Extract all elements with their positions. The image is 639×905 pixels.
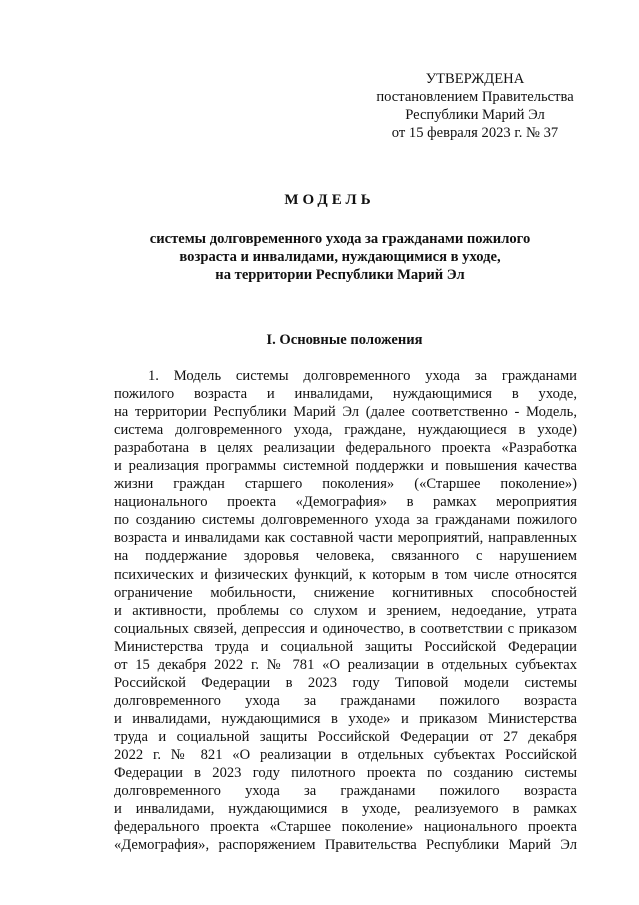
- paragraph-line: пожилого возраста и инвалидами, нуждающимися в уходе,: [114, 386, 577, 403]
- paragraph-line: возраста и инвалидами как составной части мероприятий, направленных: [114, 530, 577, 547]
- paragraph-line: социальных связей, депрессия и одиночество, в соответствии с приказом: [114, 620, 577, 637]
- paragraph-line: ограничение мобильности, снижение когнитивных способностей: [114, 584, 577, 601]
- paragraph-line: долговременного ухода за гражданами пожилого возраста: [114, 692, 577, 709]
- approval-block: [360, 70, 590, 142]
- paragraph-line: и инвалидами, нуждающимися в уходе, реализуемого в рамках: [114, 801, 577, 818]
- document-title: МОДЕЛЬ: [284, 192, 375, 208]
- approval-line-date-number: от 15 февраля 2023 г. № 37: [391, 125, 559, 141]
- paragraph-line: «Демография», распоряжением Правительства Республики Марий Эл: [114, 837, 577, 854]
- paragraph-line: жизни граждан старшего поколения» («Старшее поколение»): [114, 476, 577, 493]
- paragraph-line: национального проекта «Демография» в рамках мероприятия: [114, 494, 577, 511]
- subtitle-line: на территории Республики Марий Эл: [215, 267, 465, 283]
- paragraph-line: по созданию системы долговременного ухода за гражданами пожилого: [114, 512, 577, 529]
- paragraph-line: Федерации в 2023 году пилотного проекта по созданию системы: [114, 765, 577, 782]
- paragraph-line: и инвалидами, нуждающимися в уходе» и приказом Министерства: [114, 710, 577, 727]
- paragraph-line: на территории Республики Марий Эл (далее соответственно - Модель,: [114, 404, 577, 421]
- paragraph-line: 1. Модель системы долговременного ухода за гражданами: [148, 368, 577, 384]
- paragraph-line: федерального проекта «Старшее поколение» национального проекта: [114, 819, 577, 836]
- approval-line-resolution: постановлением Правительства: [376, 89, 574, 105]
- subtitle-line: возраста и инвалидами, нуждающимися в уходе,: [179, 249, 501, 265]
- paragraph-line: долговременного ухода за гражданами пожилого возраста: [114, 783, 577, 800]
- paragraph-line: и реализация программы системной поддержки и повышения качества: [114, 458, 577, 475]
- paragraph-line: труда и социальной защиты Российской Федерации от 27 декабря: [114, 728, 577, 745]
- paragraph-line: Министерства труда и социальной защиты Российской Федерации: [114, 638, 577, 655]
- approval-line-republic: Республики Марий Эл: [405, 107, 545, 123]
- paragraph-line: психических и физических функций, к которым в том числе относятся: [114, 566, 577, 583]
- paragraph-line: и активности, проблемы со слухом и зрением, недоедание, утрата: [114, 602, 577, 619]
- paragraph-line: на поддержание здоровья человека, связанного с нарушением: [114, 548, 577, 565]
- paragraph-line: от 15 декабря 2022 г. № 781 «О реализации в отдельных субъектах: [114, 656, 577, 673]
- section-heading: I. Основные положения: [266, 332, 423, 348]
- paragraph-1: [114, 367, 577, 854]
- paragraph-line: система долговременного ухода, граждане, нуждающиеся в уходе): [114, 422, 577, 439]
- subtitle-line: системы долговременного ухода за гражданами пожилого: [149, 231, 531, 247]
- approval-line-approved: УТВЕРЖДЕНА: [425, 71, 525, 87]
- paragraph-line: разработана в целях реализации федерального проекта «Разработка: [114, 440, 577, 457]
- paragraph-line: 2022 г. № 821 «О реализации в отдельных субъектах Российской: [114, 746, 577, 763]
- document-subtitle: [100, 230, 580, 284]
- paragraph-line: Российской Федерации в 2023 году Типовой модели системы: [114, 674, 577, 691]
